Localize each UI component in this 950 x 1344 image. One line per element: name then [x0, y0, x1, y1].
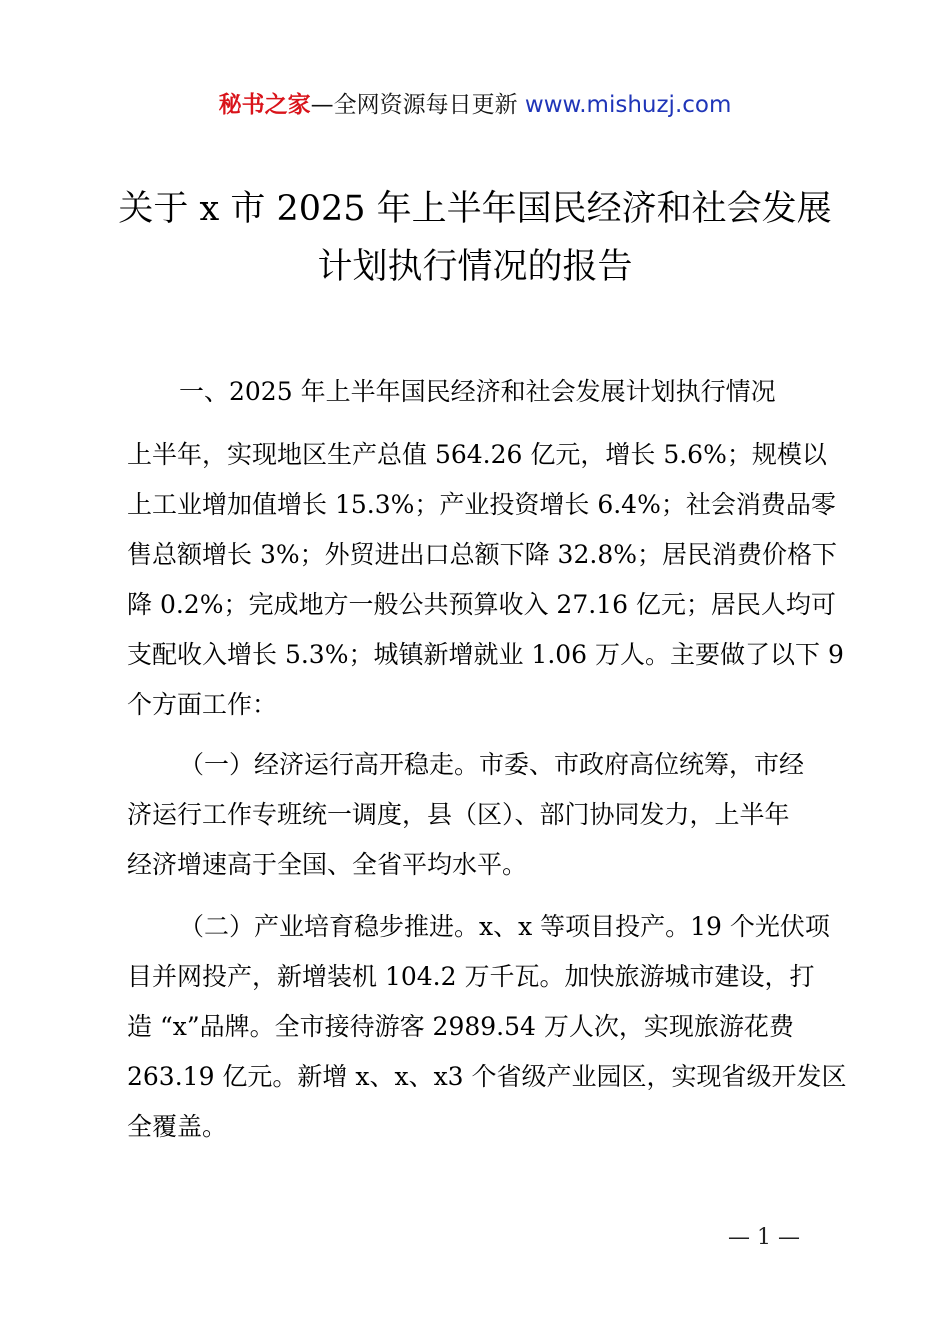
- paragraph-line: 济运行工作专班统一调度，县（区）、部门协同发力，上半年: [127, 800, 790, 829]
- paragraph-line: 目并网投产，新增装机 104.2 万千瓦。加快旅游城市建设，打: [127, 962, 815, 991]
- paragraph-line: 售总额增长 3%；外贸进出口总额下降 32.8%；居民消费价格下: [127, 540, 837, 569]
- section-heading: 一、2025 年上半年国民经济和社会发展计划执行情况: [179, 377, 776, 406]
- document-title: [90, 180, 860, 296]
- paragraph-economic-operation: [127, 740, 832, 890]
- paragraph-line: 支配收入增长 5.3%；城镇新增就业 1.06 万人。主要做了以下 9: [127, 640, 844, 669]
- brand-name: 秘书之家: [218, 92, 311, 118]
- paragraph-line: 经济增速高于全国、全省平均水平。: [127, 850, 528, 879]
- paragraph-line: 个方面工作：: [127, 690, 278, 719]
- paragraph-line: （一）经济运行高开稳走。市委、市政府高位统筹，市经: [179, 750, 805, 779]
- paragraph-line: 降 0.2%；完成地方一般公共预算收入 27.16 亿元；居民人均可: [127, 590, 836, 619]
- paragraph-industry-cultivation: [127, 902, 847, 1152]
- paragraph-line: 263.19 亿元。新增 x、x、x3 个省级产业园区，实现省级开发区: [127, 1062, 847, 1091]
- paragraph-line: 上工业增加值增长 15.3%；产业投资增长 6.4%；社会消费品零: [127, 490, 836, 519]
- paragraph-line: 全覆盖。: [127, 1112, 228, 1141]
- paragraph-line: 上半年，实现地区生产总值 564.26 亿元，增长 5.6%；规模以: [127, 440, 827, 469]
- site-header: [0, 88, 950, 122]
- site-url-link[interactable]: www.mishuzj.com: [524, 92, 732, 118]
- paragraph-line: （二）产业培育稳步推进。x、x 等项目投产。19 个光伏项: [179, 912, 830, 941]
- paragraph-summary: [127, 430, 844, 730]
- title-line-2: 计划执行情况的报告: [317, 247, 633, 287]
- title-line-1: 关于 x 市 2025 年上半年国民经济和社会发展: [118, 189, 832, 229]
- page-number: — 1 —: [728, 1225, 800, 1250]
- paragraph-line: 造 “x”品牌。全市接待游客 2989.54 万人次，实现旅游花费: [127, 1012, 794, 1041]
- header-tagline: —全网资源每日更新: [310, 92, 525, 118]
